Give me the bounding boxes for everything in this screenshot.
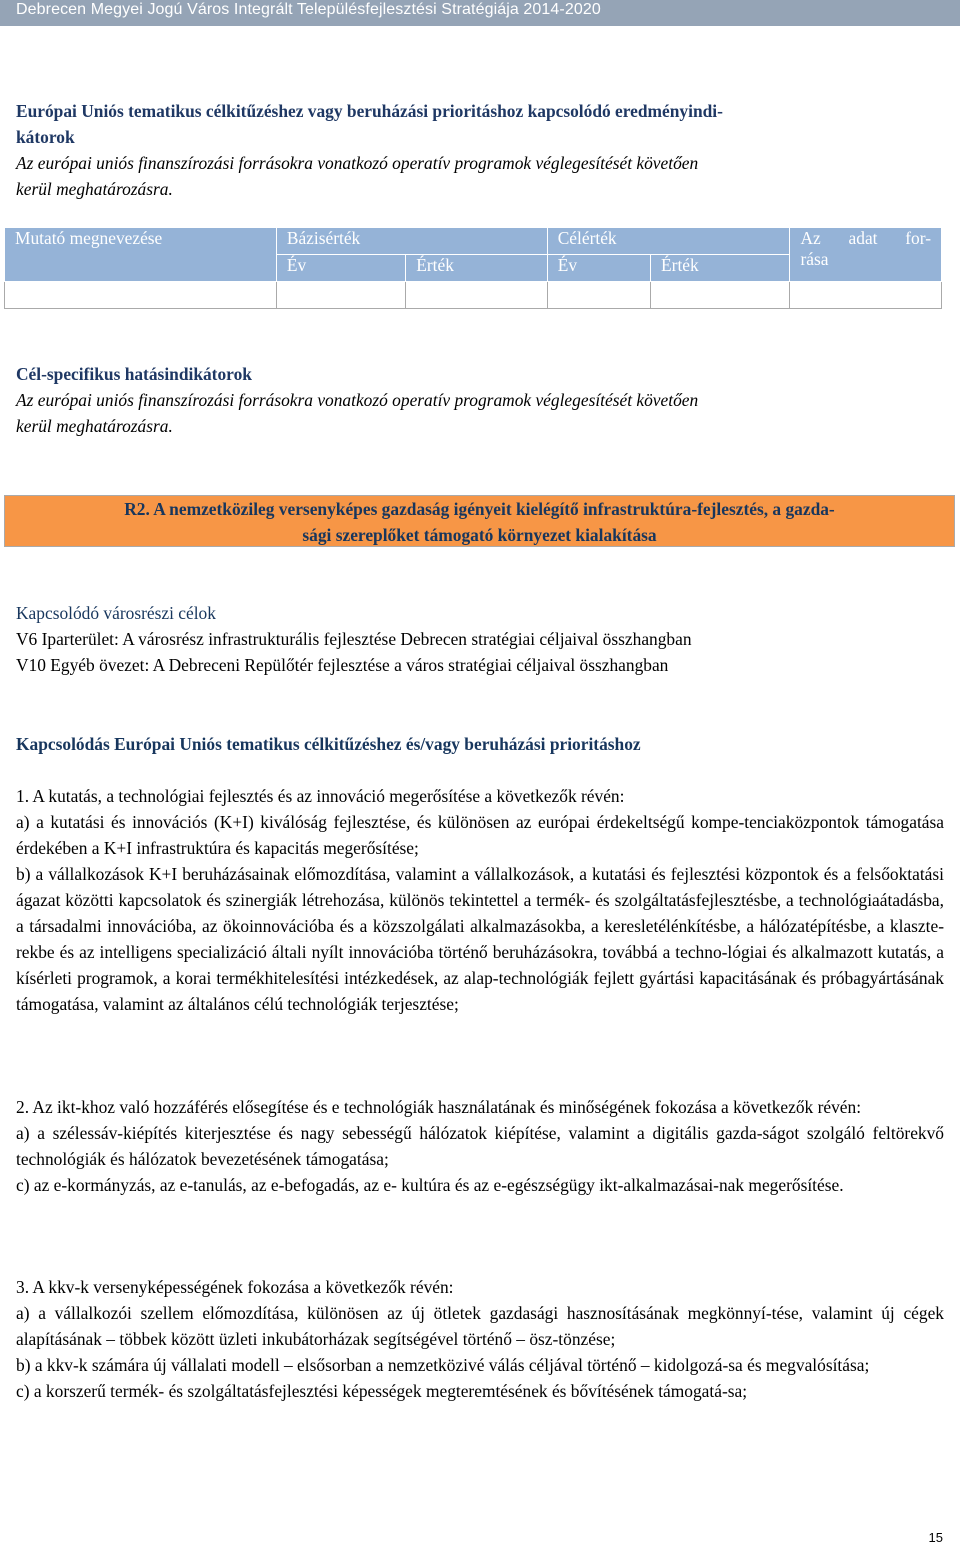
sub-target-year: Év	[547, 255, 650, 282]
r2-line-2: sági szereplőket támogató környezet kialakítása	[302, 525, 657, 545]
col-indicator-name: Mutató megnevezése	[5, 228, 277, 282]
priority-1	[16, 783, 944, 1017]
table-cell	[547, 282, 650, 309]
priority-1-a: a) a kutatási és innovációs (K+I) kiválóság fejlesztése, és különösen az európai érdekeltségű kompe-tenciaközpontok támogatása érdekében a K+I infrastruktúra és kapacitás megerősítése;	[16, 812, 944, 858]
col-source-line-1: Az adat for-	[800, 228, 931, 248]
sub-target-value: Érték	[651, 255, 790, 282]
heading-line-2: kátorok	[16, 127, 75, 147]
page-number: 15	[928, 1530, 943, 1545]
impact-indicators-heading: Cél-specifikus hatásindikátorok	[16, 364, 252, 384]
result-indicators-note	[16, 150, 944, 202]
table-cell	[276, 282, 405, 309]
district-goal-item: V6 Iparterület: A városrész infrastrukturális fejlesztése Debrecen stratégiai céljaival összhangban	[16, 629, 692, 649]
indicator-table	[4, 227, 942, 309]
priority-3	[16, 1274, 944, 1404]
priority-2-a: a) a szélessáv-kiépítés kiterjesztése és nagy sebességű hálózatok kiépítése, valamint a digitális gazda-ságot szolgáló feltörekvő technológiák és hálózatok bevezetésének támogatása;	[16, 1123, 944, 1169]
col-base-value: Bázisérték	[276, 228, 547, 255]
priority-3-title: 3. A kkv-k versenyképességének fokozása a következők révén:	[16, 1277, 454, 1297]
priority-1-title: 1. A kutatás, a technológiai fejlesztés és az innováció megerősítése a következők révén:	[16, 786, 625, 806]
priority-1-b: b) a vállalkozások K+I beruházásainak előmozdítása, valamint a vállalkozások, a kutatási és fejlesztési központok és a felsőoktatási ágazat közötti kapcsolatok és szinergiák létrehozása, különös tekintettel a termék- és szolgáltatásfejlesztésbe, a technológiaátadásba, a társadalmi innovációba, az ökoinnovációba és a közszolgálati alkalmazásokba, a keresletélénkítésbe, a hálózatépítésbe, a klaszte-rekbe és az intelligens specializáció általi nyílt innovációba történő beruházásokra, továbbá a techno-lógiai és alkalmazott kutatás, a kísérleti programok, a korai termékhitelesítési intézkedések, az alap-technológiák fejlett gyártási kapacitásának és próbagyártásának támogatása, valamint az általános célú technológiák terjesztése;	[16, 864, 944, 1014]
r2-line-1: R2. A nemzetközileg versenyképes gazdaság igényeit kielégítő infrastruktúra-fejlesztés, a gazda-	[124, 499, 835, 519]
priority-3-c: c) a korszerű termék- és szolgáltatásfejlesztési képességek megteremtésének és bővítésének támogatá-sa;	[16, 1381, 748, 1401]
priority-3-b: b) a kkv-k számára új vállalati modell – elsősorban a nemzetközivé válás céljával történő – kidolgozá-sa és megvalósítása;	[16, 1355, 870, 1375]
note-line-2: kerül meghatározásra.	[16, 416, 173, 436]
sub-base-value: Érték	[406, 255, 547, 282]
impact-indicators-note	[16, 387, 944, 439]
page-header	[0, 0, 960, 26]
table-cell	[5, 282, 277, 309]
header-title: Debrecen Megyei Jogú Város Integrált Településfejlesztési Stratégiája 2014-2020	[16, 1, 601, 18]
district-goal-item: V10 Egyéb övezet: A Debreceni Repülőtér fejlesztése a város stratégiai céljaival összhangban	[16, 655, 669, 675]
table-row	[5, 282, 942, 309]
note-line-2: kerül meghatározásra.	[16, 179, 173, 199]
sub-base-year: Év	[276, 255, 405, 282]
table-cell	[406, 282, 547, 309]
heading-line-1: Európai Uniós tematikus célkitűzéshez vagy beruházási prioritáshoz kapcsolódó eredményindi-	[16, 101, 723, 121]
col-target-value: Célérték	[547, 228, 790, 255]
r2-banner	[4, 495, 955, 547]
priority-3-a: a) a vállalkozói szellem előmozdítása, különösen az új ötletek gazdasági hasznosításának megkönnyí-tése, valamint új cégek alapításának – többek között üzleti inkubátorházak segítségével történő – ösz-tönzése;	[16, 1303, 944, 1349]
note-line-1: Az európai uniós finanszírozási forrásokra vonatkozó operatív programok véglegesítését követően	[16, 153, 699, 173]
note-line-1: Az európai uniós finanszírozási forrásokra vonatkozó operatív programok véglegesítését követően	[16, 390, 699, 410]
table-cell	[651, 282, 790, 309]
district-goals-heading: Kapcsolódó városrészi célok	[16, 603, 216, 623]
priority-2-title: 2. Az ikt-khoz való hozzáférés elősegítése és e technológiák használatának és minőségének fokozása a következők révén:	[16, 1097, 862, 1117]
priority-2-c: c) az e-kormányzás, az e-tanulás, az e-befogadás, az e- kultúra és az e-egészségügy ikt-alkalmazásai-nak megerősítése.	[16, 1175, 844, 1195]
result-indicators-heading	[16, 98, 944, 150]
col-data-source	[790, 228, 942, 282]
eu-link-heading: Kapcsolódás Európai Uniós tematikus célkitűzéshez és/vagy beruházási prioritáshoz	[16, 734, 641, 754]
col-source-line-2: rása	[800, 249, 829, 269]
table-cell	[790, 282, 942, 309]
priority-2	[16, 1094, 944, 1198]
